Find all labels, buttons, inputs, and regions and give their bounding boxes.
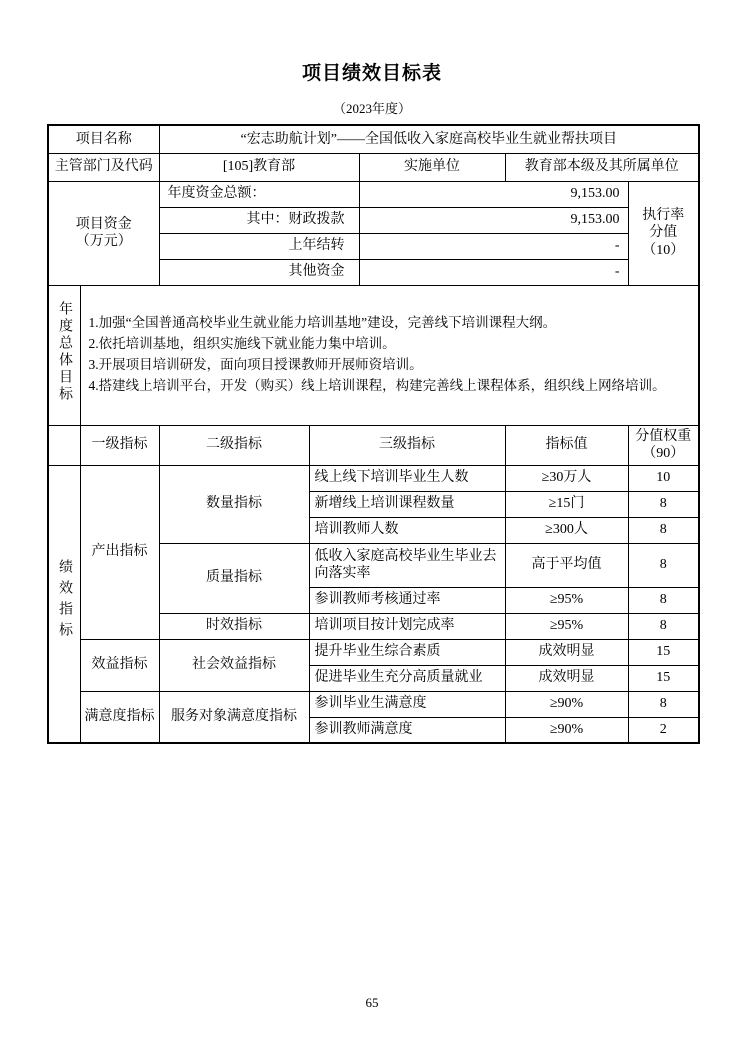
indicator-header-level2: 二级指标 <box>159 425 309 465</box>
indicator-weight-cell: 8 <box>628 543 699 587</box>
indicator-name-cell: 新增线上培训课程数量 <box>309 491 505 517</box>
indicator-name-cell: 培训项目按计划完成率 <box>309 613 505 639</box>
funding-label-line1: 项目资金 <box>75 216 132 232</box>
funding-carryover-label: 上年结转 <box>159 233 359 259</box>
performance-indicator-vertical-label: 绩效指标 <box>56 559 72 643</box>
department-value: [105]教育部 <box>159 153 359 181</box>
weight-header-line2: （90） <box>642 446 685 461</box>
indicator-weight-cell: 10 <box>628 465 699 491</box>
indicator-row <box>48 639 699 665</box>
indicator-header-level3: 三级指标 <box>309 425 505 465</box>
indicator-weight-cell: 8 <box>628 517 699 543</box>
indicator-weight-cell: 8 <box>628 587 699 613</box>
indicator-weight-cell: 8 <box>628 613 699 639</box>
indicator-name-cell: 促进毕业生充分高质量就业 <box>309 665 505 691</box>
level2-group-timeliness: 时效指标 <box>159 613 309 639</box>
execution-rate-line2: 分值 <box>649 225 678 241</box>
page-title: 项目绩效目标表 <box>301 63 442 84</box>
performance-indicator-label-cell <box>48 465 80 743</box>
indicator-value-cell: ≥90% <box>505 691 628 717</box>
indicator-weight-cell: 8 <box>628 691 699 717</box>
indicator-header-value: 指标值 <box>505 425 628 465</box>
level2-group-quality: 质量指标 <box>159 543 309 613</box>
department-row <box>48 153 699 181</box>
page-number: 65 <box>365 995 379 1010</box>
page-subtitle: （2023年度） <box>332 101 411 116</box>
level1-group-benefit: 效益指标 <box>80 639 159 691</box>
implementing-unit-value: 教育部本级及其所属单位 <box>505 153 699 181</box>
indicator-weight-cell: 8 <box>628 491 699 517</box>
funding-section-label <box>48 181 159 285</box>
indicator-header-level1: 一级指标 <box>80 425 159 465</box>
indicator-header-empty <box>48 425 80 465</box>
project-name-label: 项目名称 <box>48 125 159 153</box>
indicator-weight-cell: 15 <box>628 639 699 665</box>
level2-group-service-satisfaction: 服务对象满意度指标 <box>159 691 309 743</box>
indicator-header-row <box>48 425 699 465</box>
indicator-value-cell: 成效明显 <box>505 639 628 665</box>
indicator-name-cell: 线上线下培训毕业生人数 <box>309 465 505 491</box>
level2-group-quantity: 数量指标 <box>159 465 309 543</box>
level1-group-satisfaction: 满意度指标 <box>80 691 159 743</box>
annual-goals-label-cell <box>48 285 80 425</box>
level1-group-output: 产出指标 <box>80 465 159 639</box>
indicator-row <box>48 691 699 717</box>
indicator-value-cell: ≥15门 <box>505 491 628 517</box>
annual-goals-row <box>48 285 699 425</box>
department-label: 主管部门及代码 <box>48 153 159 181</box>
execution-rate-line3: （10） <box>642 242 685 258</box>
indicator-row <box>48 465 699 491</box>
funding-fiscal-label: 其中：财政拨款 <box>159 207 359 233</box>
indicator-value-cell: ≥95% <box>505 587 628 613</box>
funding-label-line2: （万元） <box>75 234 132 249</box>
goal-line: 3.开展项目培训研发，面向项目授课教师开展师资培训。 <box>88 357 423 372</box>
funding-other-value: - <box>359 259 628 285</box>
indicator-weight-cell: 15 <box>628 665 699 691</box>
funding-total-value: 9,153.00 <box>359 181 628 207</box>
annual-goals-vertical-label: 年度总体目标 <box>56 301 72 404</box>
indicator-value-cell: ≥95% <box>505 613 628 639</box>
goal-line: 1.加强“全国普通高校毕业生就业能力培训基地”建设，完善线下培训课程大纲。 <box>88 315 557 331</box>
performance-target-table <box>47 124 700 744</box>
funding-other-label: 其他资金 <box>159 259 359 285</box>
level2-group-social-benefit: 社会效益指标 <box>159 639 309 691</box>
annual-goals-content <box>80 285 699 425</box>
indicator-value-cell: ≥90% <box>505 717 628 743</box>
indicator-value-cell: 成效明显 <box>505 665 628 691</box>
indicator-name-cell: 提升毕业生综合素质 <box>309 639 505 665</box>
indicator-name-cell: 参训毕业生满意度 <box>309 691 505 717</box>
indicator-header-weight <box>628 425 699 465</box>
indicator-name-cell: 低收入家庭高校毕业生毕业去向落实率 <box>309 543 505 587</box>
indicator-name-cell: 培训教师人数 <box>309 517 505 543</box>
goal-line: 4.搭建线上培训平台，开发（购买）线上培训课程，构建完善线上课程体系，组织线上网络培训。 <box>88 377 666 393</box>
indicator-value-cell: 高于平均值 <box>505 543 628 587</box>
indicator-value-cell: ≥30万人 <box>505 465 628 491</box>
indicator-value-cell: ≥300人 <box>505 517 628 543</box>
indicator-name-cell: 参训教师考核通过率 <box>309 587 505 613</box>
funding-carryover-value: - <box>359 233 628 259</box>
funding-row-total <box>48 181 699 207</box>
implementing-unit-label: 实施单位 <box>359 153 505 181</box>
funding-total-label: 年度资金总额： <box>159 181 359 207</box>
indicator-name-cell: 参训教师满意度 <box>309 717 505 743</box>
funding-fiscal-value: 9,153.00 <box>359 207 628 233</box>
execution-rate-score-cell <box>628 181 699 285</box>
goal-line: 2.依托培训基地，组织实施线下就业能力集中培训。 <box>88 336 396 352</box>
weight-header-line1: 分值权重 <box>635 428 692 444</box>
indicator-weight-cell: 2 <box>628 717 699 743</box>
execution-rate-line1: 执行率 <box>642 207 685 223</box>
project-name-row <box>48 125 699 153</box>
project-name-value: “宏志助航计划”——全国低收入家庭高校毕业生就业帮扶项目 <box>159 125 699 153</box>
